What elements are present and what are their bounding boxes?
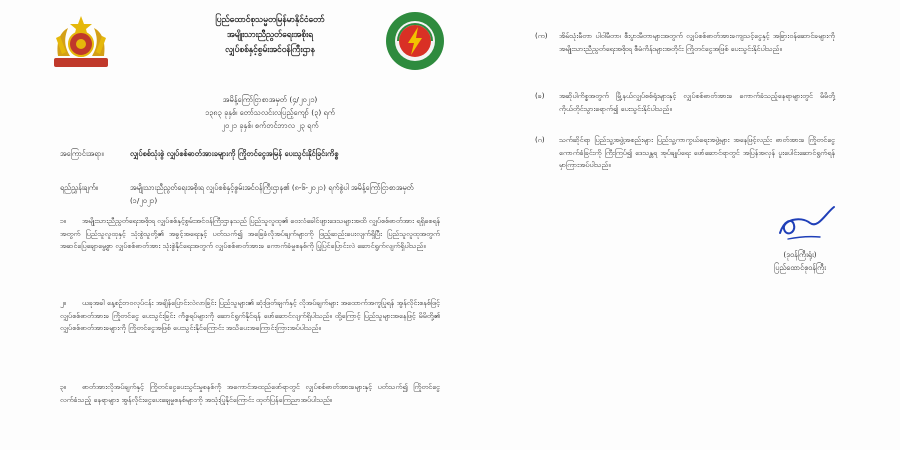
signature-icon	[770, 203, 840, 243]
paragraph-number: ၃။	[60, 382, 67, 391]
signature-block	[740, 248, 860, 274]
item-text: သက်ဆိုင်ရာ ပြည်သူ့အဖွဲ့အစည်းများ ပြည်သူ့ကာကွယ်ရေးအဖွဲ့များ အနေဖြင့်လည်း ဓာတ်အားခ ကြိုတင်ငွေ ကောက်ခံခြင်းကို ကြီးကြပ်၍ ဒေသန္တရ အုပ်ချုပ်ရေး ဖော်ဆောင်ရာတွင် အပြန်အလှန် ပူးပေါင်းဆောင်ရွက်ရန် မှာကြားအပ်ပါသည်။	[559, 135, 835, 170]
reference-row	[60, 181, 440, 207]
item-number: (က)	[535, 31, 548, 40]
item-text: အဆိုပါကိစ္စအတွက် မြို့နယ်လျှပ်စစ်ရုံးများနှင့် လျှပ်စစ်ဓာတ်အားခ ကောက်ခံသည့်နေရာများတွင် မိမိတို့ ကိုယ်တိုင်သွားရောက်၍ ပေးသွင်းနိုင်ပါသည်။	[559, 91, 835, 113]
paragraph-text: ယခုအခါ နေ့စဉ်ဘဝလုပ်ငန်း အချိန်ပြောင်းလဲလာခြင်း ပြည်သူများ၏ ဆုံးဖြတ်ချက်နှင့် လိုအပ်ချက်များ အထောက်အကူပြုရန် အွန်လိုင်းစနစ်ဖြင့် လျှပ်စစ်ဓာတ်အားခ ကြိုတင်ငွေ ပေးသွင်းခြင်း ကိစ္စရပ်များကို ဆောင်ရွက်နိုင်ရန် ဖော်ဆောင်လျက်ရှိပါသည်။ ထို့ကြောင့် ပြည်သူများအနေဖြင့် မိမိတို့၏ လျှပ်စစ်ဓာတ်အားခများကို ကြိုတင်ငွေအဖြစ် ပေးသွင်းနိုင်ကြောင်း အသိပေးအကြောင်းကြားအပ်ပါသည်။	[60, 298, 440, 333]
right-item-kha	[535, 90, 835, 115]
paragraph-text: အမျိုးသားညီညွတ်ရေးအစိုးရ လျှပ်စစ်နှင့်စွမ်းအင်ဝန်ကြီးဌာနသည် ပြည်သူလူထု၏ ဝေးလံခေါင်ဖျားဒေသများအထိ လျှပ်စစ်ဓာတ်အား ရရှိစေရန်အတွက် ပြည်သူလူထုနှင့် သုံးစွဲသူတို့၏ အခွင့်အရေးနှင့် ပတ်သက်၍ အခြေခံလိုအပ်ချက်များကို ဖြည့်ဆည်းပေးလျက်ရှိပြီး ပြည်သူလူထုအတွက် အဆင်ပြေချောမွေ့စွာ လျှပ်စစ်ဓာတ်အား သုံးစွဲနိုင်ရေးအတွက် လျှပ်စစ်ဓာတ်အားခ ကောက်ခံမှုစနစ်ကို ပြုပြင်ပြောင်းလဲ ဆောင်ရွက်လျက်ရှိပါသည်။	[60, 216, 440, 251]
heading-line-3: လျှပ်စစ်နှင့်စွမ်းအင်ဝန်ကြီးဌာန	[225, 44, 315, 54]
right-item-ga	[535, 134, 835, 172]
paragraph-2	[60, 297, 440, 375]
paragraph-number: ၁။	[60, 216, 67, 225]
subject-text: လျှပ်စစ်သုံးစွဲ လျှပ်စစ်ဓာတ်အားခများကို ကြိုတင်ငွေအမြန် ပေးသွင်းနိုင်ခြင်းကိစ္စ	[130, 149, 339, 158]
reference-label: ရည်ညွှန်းချက်။	[60, 183, 98, 192]
heading-line-1: ပြည်ထောင်စုသမ္မတမြန်မာနိုင်ငံတော်	[215, 14, 325, 24]
state-emblem-icon	[50, 12, 112, 70]
signatory-name: (ဒုဝန်ကြီးရုံး)	[783, 250, 817, 259]
notice-date-gregorian: ၂၀၂၁ ခုနှစ်၊ စက်တင်ဘာလ ၂၃ ရက်	[221, 121, 319, 130]
reference-text: အမျိုးသားညီညွတ်ရေးအစိုးရ လျှပ်စစ်နှင့်စွမ်းအင်ဝန်ကြီးဌာန၏ (၈-၆-၂၀၂၁) ရက်စွဲပါ အမိန့်ကြော်ငြာစာအမှတ် (၁/၂၀၂၁)	[130, 183, 414, 205]
item-number: (ခ)	[535, 91, 545, 100]
ministry-heading	[170, 12, 370, 57]
paragraph-text: ဓာတ်အားလိုအပ်ချက်နှင့် ကြိုတင်ငွေပေးသွင်းမှုစနစ်ကို အကောင်အထည်ဖော်ရာတွင် လျှပ်စစ်ဓာတ်အားခများနှင့် ပတ်သက်၍ ကြိုတင်ငွေလက်ခံသည့် နေရာများ၊ အွန်လိုင်းငွေပေးချေမှုစနစ်များကို အသုံးပြုနိုင်ကြောင်း ထုတ်ပြန်ကြေညာအပ်ပါသည်။	[60, 382, 440, 404]
heading-line-2: အမျိုးသားညီညွတ်ရေးအစိုးရ	[227, 29, 313, 39]
ministry-logo-icon	[384, 10, 446, 72]
notice-info	[150, 93, 390, 132]
paragraph-number: ၂။	[60, 298, 66, 307]
notice-date-myanmar: ၁၃၈၃ ခုနှစ်၊ တော်သလင်းလပြည့်ကျော် (၃) ရက်	[204, 108, 336, 117]
subject-label: အကြောင်းအရာ။	[60, 149, 104, 158]
subject-row	[60, 147, 440, 160]
notice-number: အမိန့်ကြော်ငြာစာအမှတ် (၄/၂၀၂၁)	[222, 95, 318, 104]
item-number: (ဂ)	[535, 135, 545, 144]
paragraph-3	[60, 381, 440, 433]
paragraph-1	[60, 215, 440, 293]
signatory-title: ပြည်ထောင်စုဝန်ကြီး	[774, 263, 826, 272]
item-text: အိမ်သုံးမီတာ ပါဝါမီတာ၊ စီးပွားမီတာများအတွက် လျှပ်စစ်ဓာတ်အားခကျသင့်ငွေနှင့် အခြားဝန်ဆောင်ခများကို အမျိုးသားညီညွတ်ရေးအစိုးရ စီမံကိန်းများအတိုင်း ကြိုတင်ငွေအဖြစ် ပေးသွင်းနိုင်ပါသည်။	[559, 31, 835, 53]
right-item-ka	[535, 30, 835, 55]
